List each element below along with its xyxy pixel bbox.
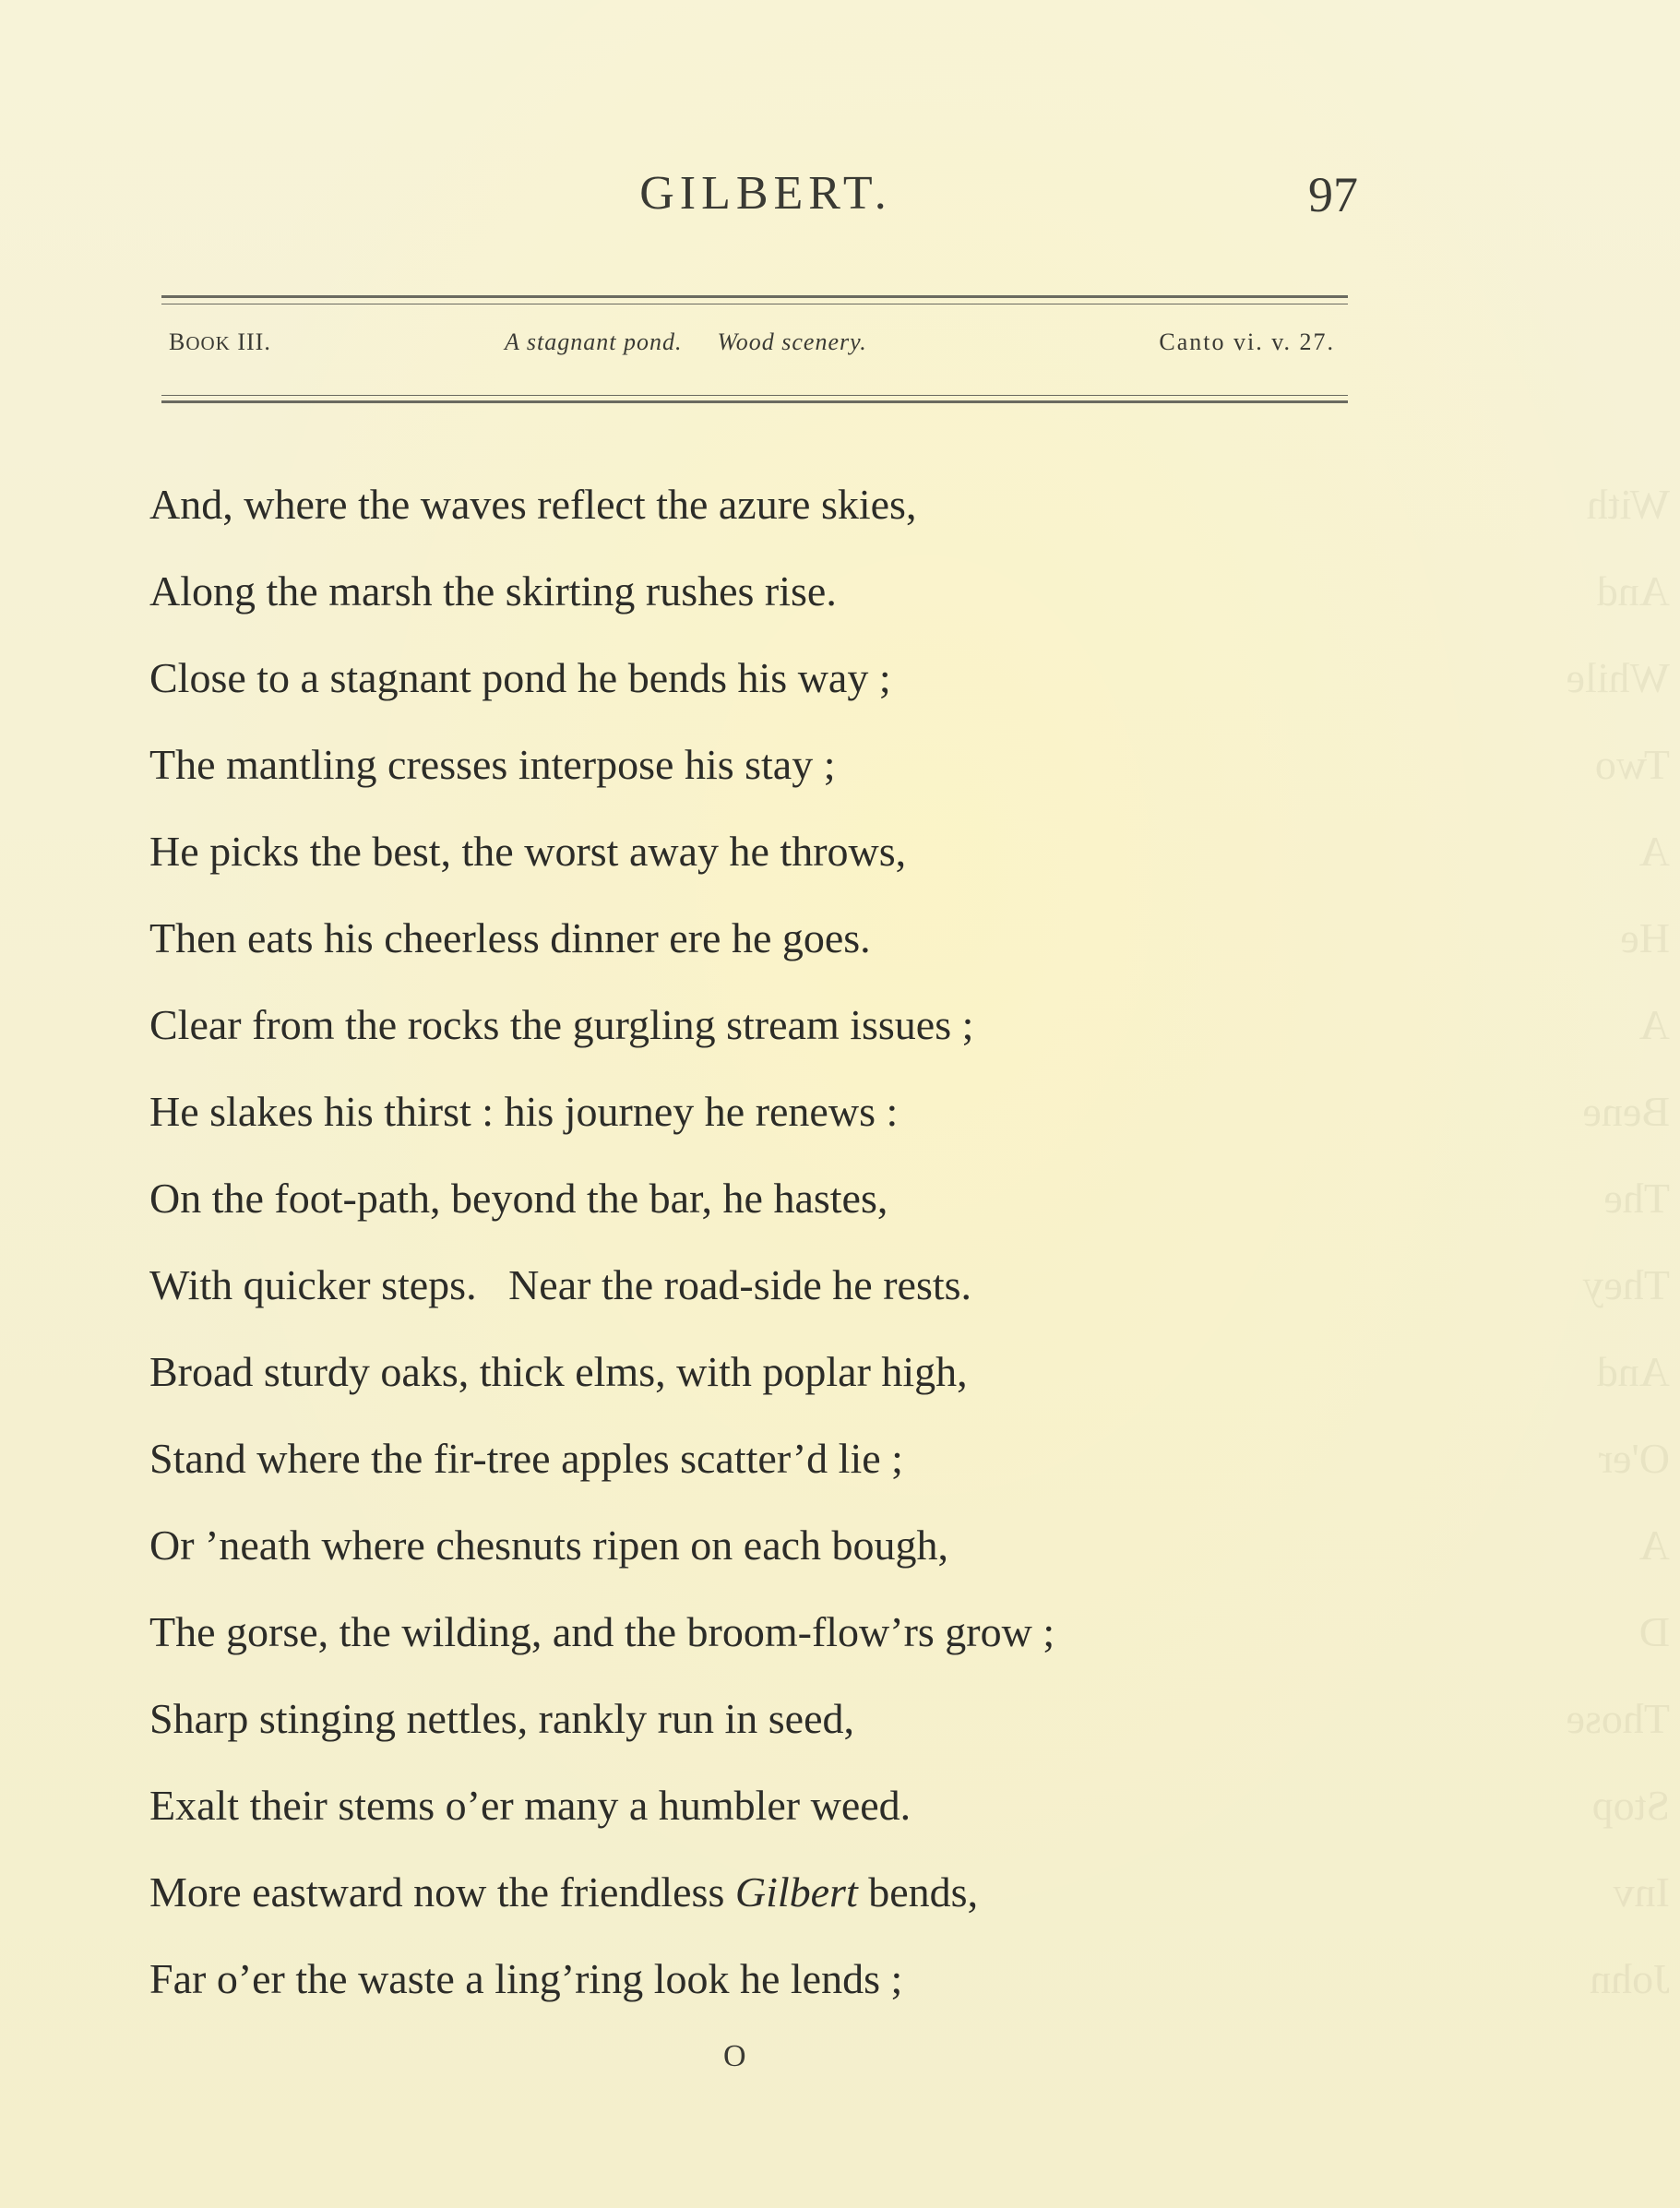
- verse-line: Close to a stagnant pond he bends his way ;: [149, 654, 891, 701]
- verse-line: He slakes his thirst : his journey he renews :: [149, 1088, 899, 1135]
- bottom-rule-thin: [161, 395, 1348, 396]
- book-label: BOOK III.: [169, 328, 271, 355]
- verse-line: More eastward now the friendless Gilbert bends,: [149, 1868, 979, 1916]
- top-rule-thick: [161, 295, 1348, 298]
- verse-line: Clear from the rocks the gurgling stream issues ;: [149, 1001, 974, 1048]
- show-through-text: With And While Two A He A Bene The They And O'er A D Those Stop Inv John: [1566, 481, 1670, 2002]
- verse-line: Then eats his cheerless dinner ere he goes.: [149, 914, 871, 961]
- character-name: Gilbert: [734, 1868, 858, 1916]
- verse-line: And, where the waves reflect the azure skies,: [149, 481, 917, 528]
- verse-line: He picks the best, the worst away he throws,: [149, 828, 907, 875]
- canto-reference: Canto vi. v. 27.: [1159, 328, 1335, 355]
- bottom-rule-thick: [161, 400, 1348, 403]
- verse-line: With quicker steps. Near the road-side he rests.: [149, 1261, 972, 1308]
- verse-line: Exalt their stems o’er many a humbler weed.: [149, 1782, 911, 1829]
- signature-mark: O: [723, 2039, 746, 2073]
- subject-keywords: [505, 328, 867, 356]
- page-number: 97: [1308, 167, 1358, 222]
- verse-line: Broad sturdy oaks, thick elms, with poplar high,: [149, 1348, 968, 1395]
- running-title: GILBERT.: [639, 167, 892, 220]
- headline: [161, 328, 1348, 365]
- verse-line: Stand where the fir-tree apples scatter’d lie ;: [149, 1435, 903, 1482]
- verse-line: The gorse, the wilding, and the broom-flow’rs grow ;: [149, 1608, 1055, 1655]
- verse-line: Along the marsh the skirting rushes rise.: [149, 567, 837, 615]
- verse-line: Or ’neath where chesnuts ripen on each bough,: [149, 1522, 949, 1569]
- verse-line: The mantling cresses interpose his stay ;: [149, 741, 836, 788]
- poem-text: [149, 461, 1349, 2023]
- verse-line: Sharp stinging nettles, rankly run in seed,: [149, 1695, 854, 1742]
- subject-keyword-2: Wood scenery.: [717, 328, 867, 355]
- verse-line: On the foot-path, beyond the bar, he hastes,: [149, 1175, 888, 1222]
- subject-keyword-1: A stagnant pond.: [505, 328, 683, 355]
- verse-line: Far o’er the waste a ling’ring look he lends ;: [149, 1955, 903, 2002]
